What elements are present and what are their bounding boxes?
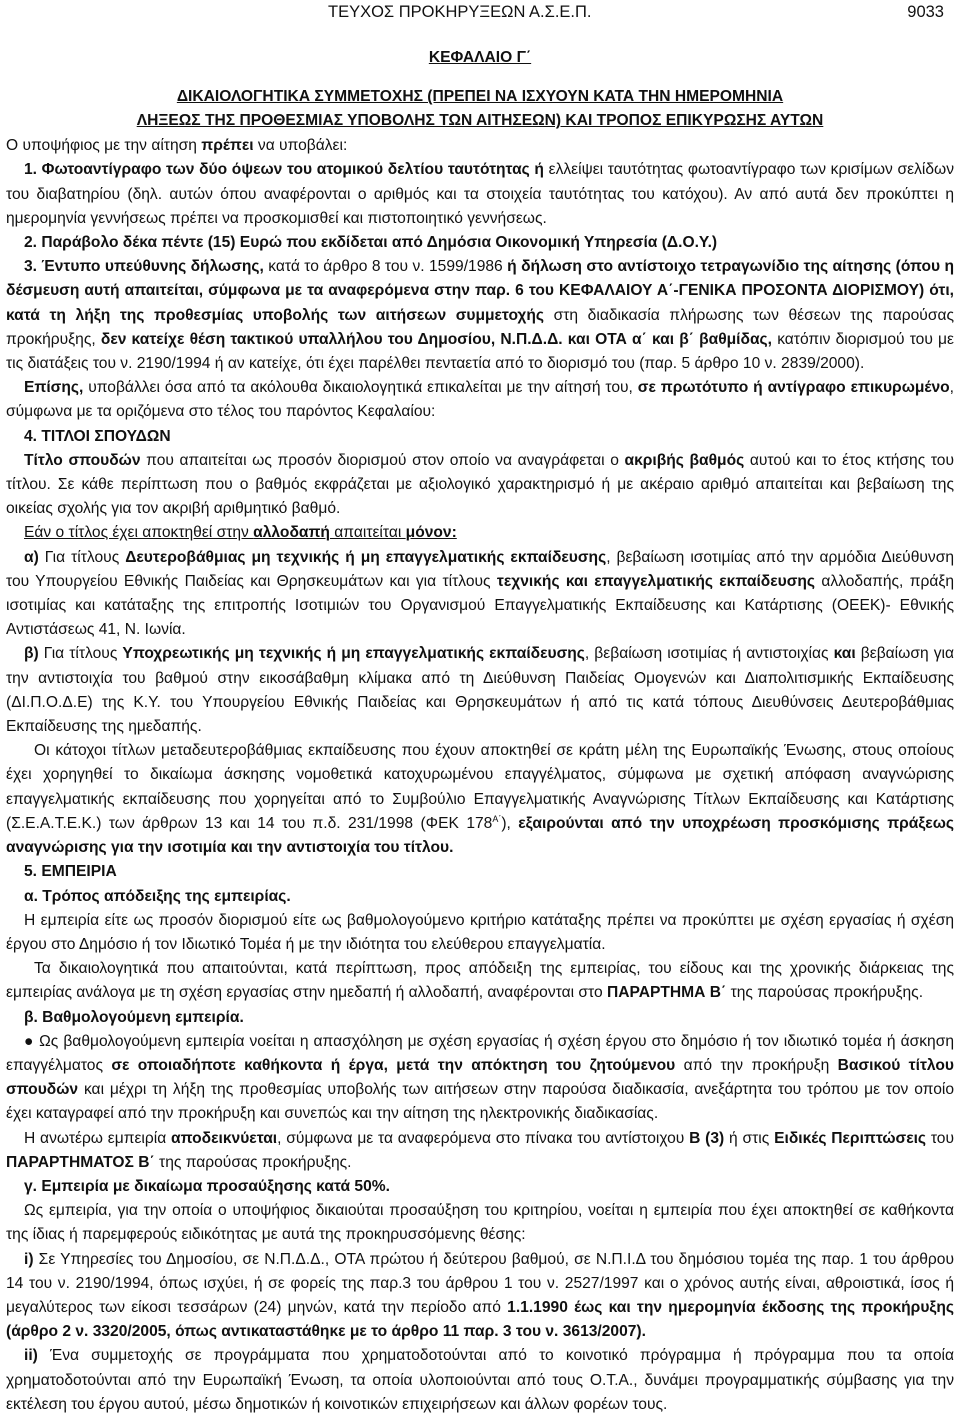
increase-definition-paragraph: Ως εμπειρία, για την οποία ο υποψήφιος δικαιούται προσαύξηση του κριτηρίου, νοείται η εμπειρία που έχει αποκτηθεί σε καθήκοντα της ίδιας ή παρεμφερούς ειδικότητας με αυτά της προκηρυσσόμενης θέσης:	[6, 1202, 954, 1244]
eu-holders-paragraph: Οι κάτοχοι τίτλων μεταδευτεροβάθμιας εκπαίδευσης που έχουν αποκτηθεί σε κράτη μέλη της Ευρωπαϊκής Ένωσης, στους οποίους έχει χορηγηθεί το δικαίωμα άσκησης νομοθετικά κατοχυρωμένου επαγγέλματος, σύμφωνα με σχετική απόφαση αναγνώρισης επαγγελματικής εκπαίδευσης που χορηγείται από το Συμβούλιο Επαγγελματικής Αναγνώρισης Τίτλων Εκπαίδευσης και Κατάρτισης (Σ.Ε.Α.Τ.Ε.Κ.) των άρθρων 13 και 14 του π.δ. 231/1998 (ΦΕΚ $178^{A΄}$), εξαιρούνται από την υποχρέωση προσκόμισης πράξεως αναγνώρισης για την ισοτιμία και την αντιστοιχία του τίτλου.	[6, 742, 954, 857]
subsection-b-title: β. Βαθμολογούμενη εμπειρία.	[24, 1008, 244, 1026]
item-1-id-card: 1. Φωτοαντίγραφο των δύο όψεων του ατομικού δελτίου ταυτότητας ή ελλείψει ταυτότητας φωτοαντίγραφο των κρισίμων σελίδων του διαβατηρίου (δηλ. αυτών όπου αναφέρονται ο αριθμός και τα στοιχεία ταυτότητας του κατόχου). Αν από αυτά δεν προκύπτει η ημερομηνία γεννήσεως πρέπει να προσκομισθεί και πιστοποιητικό γεννήσεως.	[6, 161, 954, 227]
chapter-title: ΚΕΦΑΛΑΙΟ Γ΄	[428, 49, 532, 66]
also-paragraph: Επίσης, υποβάλλει όσα από τα ακόλουθα δικαιολογητικά επικαλείται με την αίτησή του, σε πρωτότυπο ή αντίγραφο επικυρωμένο, σύμφωνα με τα οριζόμενα στο τέλος του παρόντος Κεφαλαίου:	[6, 379, 954, 421]
experience-documents-paragraph: Τα δικαιολογητικά που απαιτούνται, κατά περίπτωση, προς απόδειξη της εμπειρίας, του είδους και της χρονικής διάρκειας της εμπειρίας ανάλογα με τη σχέση εργασίας στην ημεδαπή ή αλλοδαπή, αναφέρονται στο ΠΑΡΑΡΤΗΜΑ Β΄ της παρούσας προκήρυξης.	[6, 960, 954, 1002]
page-number: 9033	[907, 3, 944, 21]
subsection-a-title: α. Τρόπος απόδειξης της εμπειρίας.	[24, 887, 291, 905]
section-heading-line1: ΔΙΚΑΙΟΛΟΓΗΤΙΚΑ ΣΥΜΜΕΤΟΧΗΣ (ΠΡΕΠΕΙ ΝΑ ΙΣΧΥΟΥΝ ΚΑΤΑ ΤΗΝ ΗΜΕΡΟΜΗΝΙΑ	[176, 88, 784, 106]
item-i-public-services: i) Σε Υπηρεσίες του Δημοσίου, σε Ν.Π.Δ.Δ., ΟΤΑ πρώτου ή δεύτερου βαθμού, σε Ν.Π.Ι.Δ του δημόσιου τομέα της παρ. 1 του άρθρου 14 του ν. 2190/1994, όπως ισχύει, ή σε φορείς της παρ.3 του άρθρου 1 του ν. 2527/1997 και ο χρόνος αυτής είναι, αθροιστικά, ίσος ή μεγαλύτερος των είκοσι τεσσάρων (24) μηνών, κατά την περίοδο από 1.1.1990 έως και την ημερομηνία έκδοσης της προκήρυξης (άρθρο 2 ν. 3320/2005, όπως αντικαταστάθηκε με το άρθρο 11 παρ. 3 του ν. 3613/2007).	[6, 1250, 954, 1341]
page-header	[6, 0, 954, 26]
foreign-degree-line: Εάν ο τίτλος έχει αποκτηθεί στην αλλοδαπή απαιτείται μόνον:	[24, 524, 457, 542]
section-5-title: 5. ΕΜΠΕΙΡΙΑ	[24, 863, 117, 881]
subsection-c-title: γ. Εμπειρία με δικαίωμα προσαύξησης κατά 50%.	[24, 1177, 390, 1195]
intro-paragraph: Ο υποψήφιος με την αίτηση πρέπει να υποβάλει:	[6, 137, 348, 155]
scored-experience-paragraph: ● Ως βαθμολογούμενη εμπειρία νοείται η απασχόληση με σχέση εργασίας ή σχέση έργου στο δημόσιο ή τον ιδιωτικό τομέα ή άσκηση επαγγέλματος σε οποιαδήποτε καθήκοντα ή έργα, μετά την απόκτηση του ζητούμενου από την προκήρυξη Βασικού τίτλου σπουδών και μέχρι τη λήξη της προθεσμίας υποβολής των αιτήσεων στην παρούσα διαδικασία, ανεξάρτητα του τρόπου με τον οποίο έχει καταγραφεί από την προκήρυξη και συνεπώς και την αίτηση της ηλεκτρονικής διαδικασίας.	[6, 1032, 955, 1123]
experience-proof-paragraph: Η εμπειρία είτε ως προσόν διορισμού είτε ως βαθμολογούμενο κριτήριο κατάταξης πρέπει να προκύπτει με σχέση εργασίας ή σχέση έργου στο Δημόσιο ή τον Ιδιωτικό Τομέα ή με την ιδιότητα του ελεύθερου επαγγελματία.	[6, 911, 954, 953]
degree-paragraph: Τίτλο σπουδών που απαιτείται ως προσόν διορισμού στον οποίο να αναγράφεται ο ακριβής βαθμός αυτού και το έτος κτήσης του τίτλου. Σε κάθε περίπτωση που ο βαθμός εκφράζεται με αξιολογικό χαρακτηρισμό ή με ακέραιο αριθμό απαιτείται και βεβαίωση της οικείας σχολής για τον ακριβή αριθμητικό βαθμό.	[6, 451, 954, 518]
item-a-secondary: α) Για τίτλους Δευτεροβάθμιας μη τεχνικής ή μη επαγγελματικής εκπαίδευσης, βεβαίωση ισοτιμίας από την αρμόδια Διεύθυνση του Υπουργείου Εθνικής Παιδείας και Θρησκευμάτων και για τίτλους τεχνικής και επαγγελματικής εκπαίδευσης αλλοδαπής, πράξη ισοτιμίας και κατάταξης της επιτροπής Ισοτιμιών του Οργανισμού Επαγγελματικής Εκπαίδευσης και Κατάρτισης (ΟΕΕΚ)- Εθνικής Αντιστάσεως 41, Ν. Ιωνία.	[6, 548, 954, 639]
item-ii-programs: ii) Ένα συμμετοχής σε προγράμματα που χρηματοδοτούνται από το κοινοτικό πρόγραμμα ή πρόγραμμα που τα οποία χρηματοδοτούνται από την Ευρωπαϊκή Ένωση, τα οποία υλοποιούνται από τους Ο.Τ.Α., δυνάμει προγραμματικής σύμβασης για την εκτέλεση του έργου αυτού, μέσω δημοτικών ή κοινοτικών επιχειρήσεων και άλλων φορέων τους.	[6, 1347, 954, 1413]
section-heading-line2: ΛΗΞΕΩΣ ΤΗΣ ΠΡΟΘΕΣΜΙΑΣ ΥΠΟΒΟΛΗΣ ΤΩΝ ΑΙΤΗΣΕΩΝ) ΚΑΙ ΤΡΟΠΟΣ ΕΠΙΚΥΡΩΣΗΣ ΑΥΤΩΝ	[136, 112, 824, 130]
item-3-declaration: 3. Έντυπο υπεύθυνης δήλωσης, κατά το άρθρο 8 του ν. 1599/1986 ή δήλωση στο αντίστοιχο τετραγωνίδιο της αίτησης (όπου η δέσμευση αυτή απαιτείται, σύμφωνα με τα αναφερόμενα στην παρ. 6 του ΚΕΦΑΛΑΙΟΥ Α΄-ΓΕΝΙΚΑ ΠΡΟΣΟΝΤΑ ΔΙΟΡΙΣΜΟΥ) ότι, κατά τη λήξη της προθεσμίας υποβολής των αιτήσεων συμμετοχής στη διαδικασία πλήρωσης των θέσεων της παρούσας προκήρυξης, δεν κατείχε θέση τακτικού υπαλλήλου του Δημοσίου, Ν.Π.Δ.Δ. και ΟΤΑ α΄ και β΄ βαθμίδας, κατόπιν διορισμού του με τις διατάξεις του ν. 2190/1994 ή αν κατείχε, ότι έχει παρέλθει πενταετία από το διορισμό του (παρ. 5 άρθρο 10 ν. 2839/2000).	[6, 258, 955, 373]
experience-attested-paragraph: Η ανωτέρω εμπειρία αποδεικνύεται, σύμφωνα με τα αναφερόμενα στο πίνακα του αντίστοιχου Β (3) ή στις Ειδικές Περιπτώσεις του ΠΑΡΑΡΤΗΜΑΤΟΣ Β΄ της παρούσας προκήρυξης.	[6, 1129, 954, 1171]
publication-title: ΤΕΥΧΟΣ ΠΡΟΚΗΡΥΞΕΩΝ Α.Σ.Ε.Π.	[328, 3, 592, 21]
section-4-title: 4. ΤΙΤΛΟΙ ΣΠΟΥΔΩΝ	[24, 427, 171, 445]
item-b-compulsory: β) Για τίτλους Υποχρεωτικής μη τεχνικής ή μη επαγγελματικής εκπαίδευσης, βεβαίωση ισοτιμίας ή αντιστοιχίας και βεβαίωση για την αντιστοιχία του βαθμού στην εικοσάβαθμη κλίμακα από τη Διεύθυνση Παιδείας Ομογενών και Διαπολιτισμικής Εκπαίδευσης (ΔΙ.Π.Ο.Δ.Ε) της Κ.Υ. του Υπουργείου Εθνικής Παιδείας και Θρησκευμάτων ή από τις κατά τόπους Διευθύνσεις Δευτεροβάθμιας Εκπαίδευσης της ημεδαπής.	[6, 645, 954, 736]
item-2-fee: 2. Παράβολο δέκα πέντε (15) Ευρώ που εκδίδεται από Δημόσια Οικονομική Υπηρεσία (Δ.Ο.Υ.)	[24, 234, 718, 252]
